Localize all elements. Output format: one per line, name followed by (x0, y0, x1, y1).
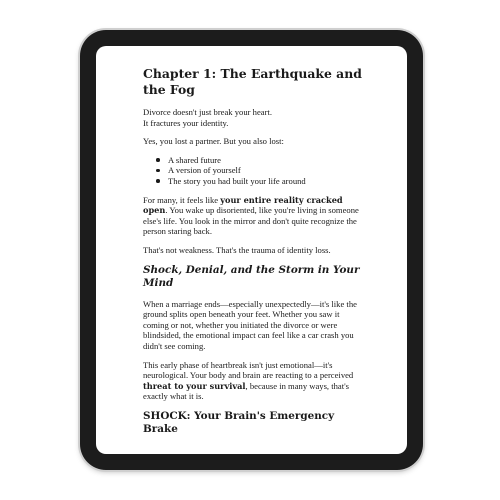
tablet-device-frame (80, 30, 423, 470)
reality-text-post: . You wake up disoriented, like you're living in someone else's life. You look in the mirror and don't quite recognize the person staring back. (143, 205, 359, 237)
section-heading-shock-brake: SHOCK: Your Brain's Emergency Brake (143, 409, 335, 435)
lost-items-list (143, 155, 365, 187)
marriage-ends-paragraph: When a marriage ends—especially unexpectedly—it's like the ground splits open beneath your feet. Whether you saw it coming or not, whether you initiated the divorce or were blindsided, the emotional impact can feel like a car crash you didn't see coming. (143, 298, 357, 351)
section-heading-shock-denial: Shock, Denial, and the Storm in Your Mind (143, 263, 360, 289)
list-item-text: A version of yourself (168, 165, 241, 176)
neurological-text-post: , because in many ways, that's exactly what it is. (143, 380, 349, 402)
bullet-dot-icon (156, 179, 160, 183)
list-item (168, 165, 365, 176)
list-item (168, 176, 365, 187)
bullet-dot-icon (156, 158, 160, 162)
list-item (168, 155, 365, 166)
list-item-text: A shared future (168, 154, 221, 165)
chapter-title: Chapter 1: The Earthquake and the Fog (143, 66, 362, 97)
reality-text-pre: For many, it feels like (143, 194, 221, 205)
reality-paragraph (143, 195, 365, 237)
list-item-text: The story you had built your life around (168, 175, 306, 186)
intro-line-1: Divorce doesn't just break your heart. (143, 107, 272, 117)
bullet-dot-icon (156, 169, 160, 173)
intro-paragraph (143, 107, 365, 128)
neurological-text-pre: This early phase of heartbreak isn't just emotional—it's neurological. Your body and brain are reacting to a perceived (143, 359, 354, 381)
intro-line-2: It fractures your identity. (143, 117, 229, 128)
reality-text-bold: your entire reality cracked open (143, 194, 343, 216)
weakness-paragraph: That's not weakness. That's the trauma of identity loss. (143, 244, 331, 255)
lost-intro-paragraph: Yes, you lost a partner. But you also lost: (143, 136, 284, 147)
neurological-text-bold: threat to your survival (143, 380, 246, 391)
tablet-screen (96, 46, 407, 454)
neurological-paragraph (143, 360, 365, 402)
ebook-page-content (143, 66, 365, 436)
